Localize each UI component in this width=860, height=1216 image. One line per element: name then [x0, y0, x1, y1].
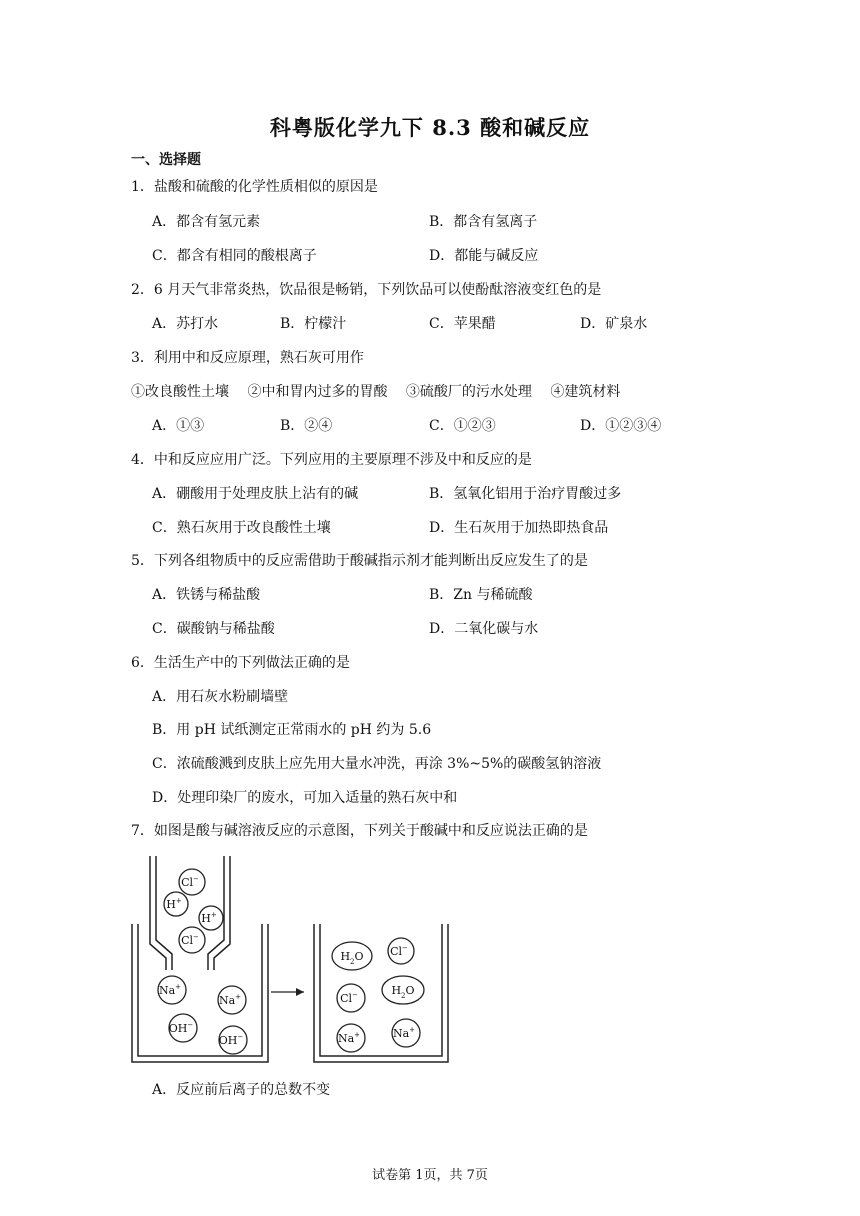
- q2-option-d[interactable]: D．矿泉水: [580, 316, 648, 332]
- q3-option-d[interactable]: D．①②③④: [580, 418, 662, 434]
- right-beaker: [314, 924, 448, 1062]
- q5-option-d[interactable]: D．二氧化碳与水: [429, 621, 539, 637]
- ion-na-2: Na+: [218, 993, 242, 1007]
- q5-option-a[interactable]: A．铁锈与稀盐酸: [152, 587, 261, 603]
- q5-option-c[interactable]: C．碳酸钠与稀盐酸: [152, 621, 275, 637]
- question-6-stem: 6．生活生产中的下列做法正确的是: [131, 655, 350, 671]
- q2-option-a[interactable]: A．苏打水: [152, 316, 219, 332]
- ion-cl-2: Cl−: [181, 933, 199, 947]
- q6-option-d[interactable]: D．处理印染厂的废水，可加入适量的熟石灰中和: [152, 790, 458, 806]
- q1-option-b[interactable]: B．都含有氢离子: [429, 214, 538, 230]
- ion-na-3: Na+: [337, 1031, 361, 1045]
- question-4-stem: 4．中和反应应用广泛。下列应用的主要原理不涉及中和反应的是: [131, 452, 532, 468]
- q3-option-b[interactable]: B．②④: [280, 418, 333, 434]
- q6-option-c[interactable]: C．浓硫酸溅到皮肤上应先用大量水冲洗，再涂 3%~5%的碳酸氢钠溶液: [152, 756, 602, 772]
- question-1-stem: 1．盐酸和硫酸的化学性质相似的原因是: [131, 179, 378, 195]
- ion-cl-4: Cl−: [340, 991, 358, 1005]
- molecule-h2o-1: $H_2O$: [340, 950, 364, 966]
- question-5-stem: 5．下列各组物质中的反应需借助于酸碱指示剂才能判断出反应发生了的是: [131, 553, 588, 569]
- q2-option-b[interactable]: B．柠檬汁: [280, 316, 347, 332]
- q4-option-b[interactable]: B．氢氧化铝用于治疗胃酸过多: [429, 486, 622, 502]
- question-2-stem: 2．6 月天气非常炎热，饮品很是畅销，下列饮品可以使酚酞溶液变红色的是: [131, 282, 602, 298]
- q1-option-c[interactable]: C．都含有相同的酸根离子: [152, 248, 317, 264]
- q5-option-b[interactable]: B．Zn 与稀硫酸: [429, 587, 533, 603]
- q1-option-d[interactable]: D．都能与碱反应: [429, 248, 539, 264]
- ion-cl-3: Cl−: [390, 944, 408, 958]
- q6-option-a[interactable]: A．用石灰水粉刷墙壁: [152, 689, 289, 705]
- neutralization-diagram: [126, 852, 456, 1070]
- q6-option-b[interactable]: B．用 pH 试纸测定正常雨水的 pH 约为 5.6: [152, 722, 432, 738]
- tube: [150, 856, 166, 970]
- q4-option-d[interactable]: D．生石灰用于加热即热食品: [429, 520, 609, 536]
- ion-h-1: H+: [166, 897, 182, 911]
- ion-na-4: Na+: [392, 1026, 416, 1040]
- ion-h-2: H+: [201, 911, 217, 925]
- ion-na-1: Na+: [158, 983, 182, 997]
- ion-cl-1: Cl−: [181, 875, 199, 889]
- section-heading: 一、选择题: [131, 152, 201, 168]
- q3-option-a[interactable]: A．①③: [152, 418, 205, 434]
- question-3-stem: 3．利用中和反应原理，熟石灰可用作: [131, 350, 364, 366]
- question-7-stem: 7．如图是酸与碱溶液反应的示意图，下列关于酸碱中和反应说法正确的是: [131, 823, 588, 839]
- page-title: 科粤版化学九下 8.3 酸和碱反应: [269, 115, 591, 140]
- q7-option-a[interactable]: A．反应前后离子的总数不变: [152, 1082, 331, 1098]
- molecule-h2o-2: $H_2O$: [391, 984, 415, 1000]
- q4-option-c[interactable]: C．熟石灰用于改良酸性土壤: [152, 520, 331, 536]
- q2-option-c[interactable]: C．苹果醋: [429, 316, 496, 332]
- ion-oh-1: OH−: [168, 1021, 194, 1035]
- ion-oh-2: OH−: [218, 1033, 244, 1047]
- q3-option-c[interactable]: C．①②③: [429, 418, 496, 434]
- arrow-icon: [271, 988, 304, 996]
- q4-option-a[interactable]: A．硼酸用于处理皮肤上沾有的碱: [152, 486, 359, 502]
- q1-option-a[interactable]: A．都含有氢元素: [152, 214, 261, 230]
- page-footer: 试卷第 1页，共 7页: [372, 1168, 488, 1183]
- question-3-items: ①改良酸性土壤 ②中和胃内过多的胃酸 ③硫酸厂的污水处理 ④建筑材料: [131, 384, 621, 400]
